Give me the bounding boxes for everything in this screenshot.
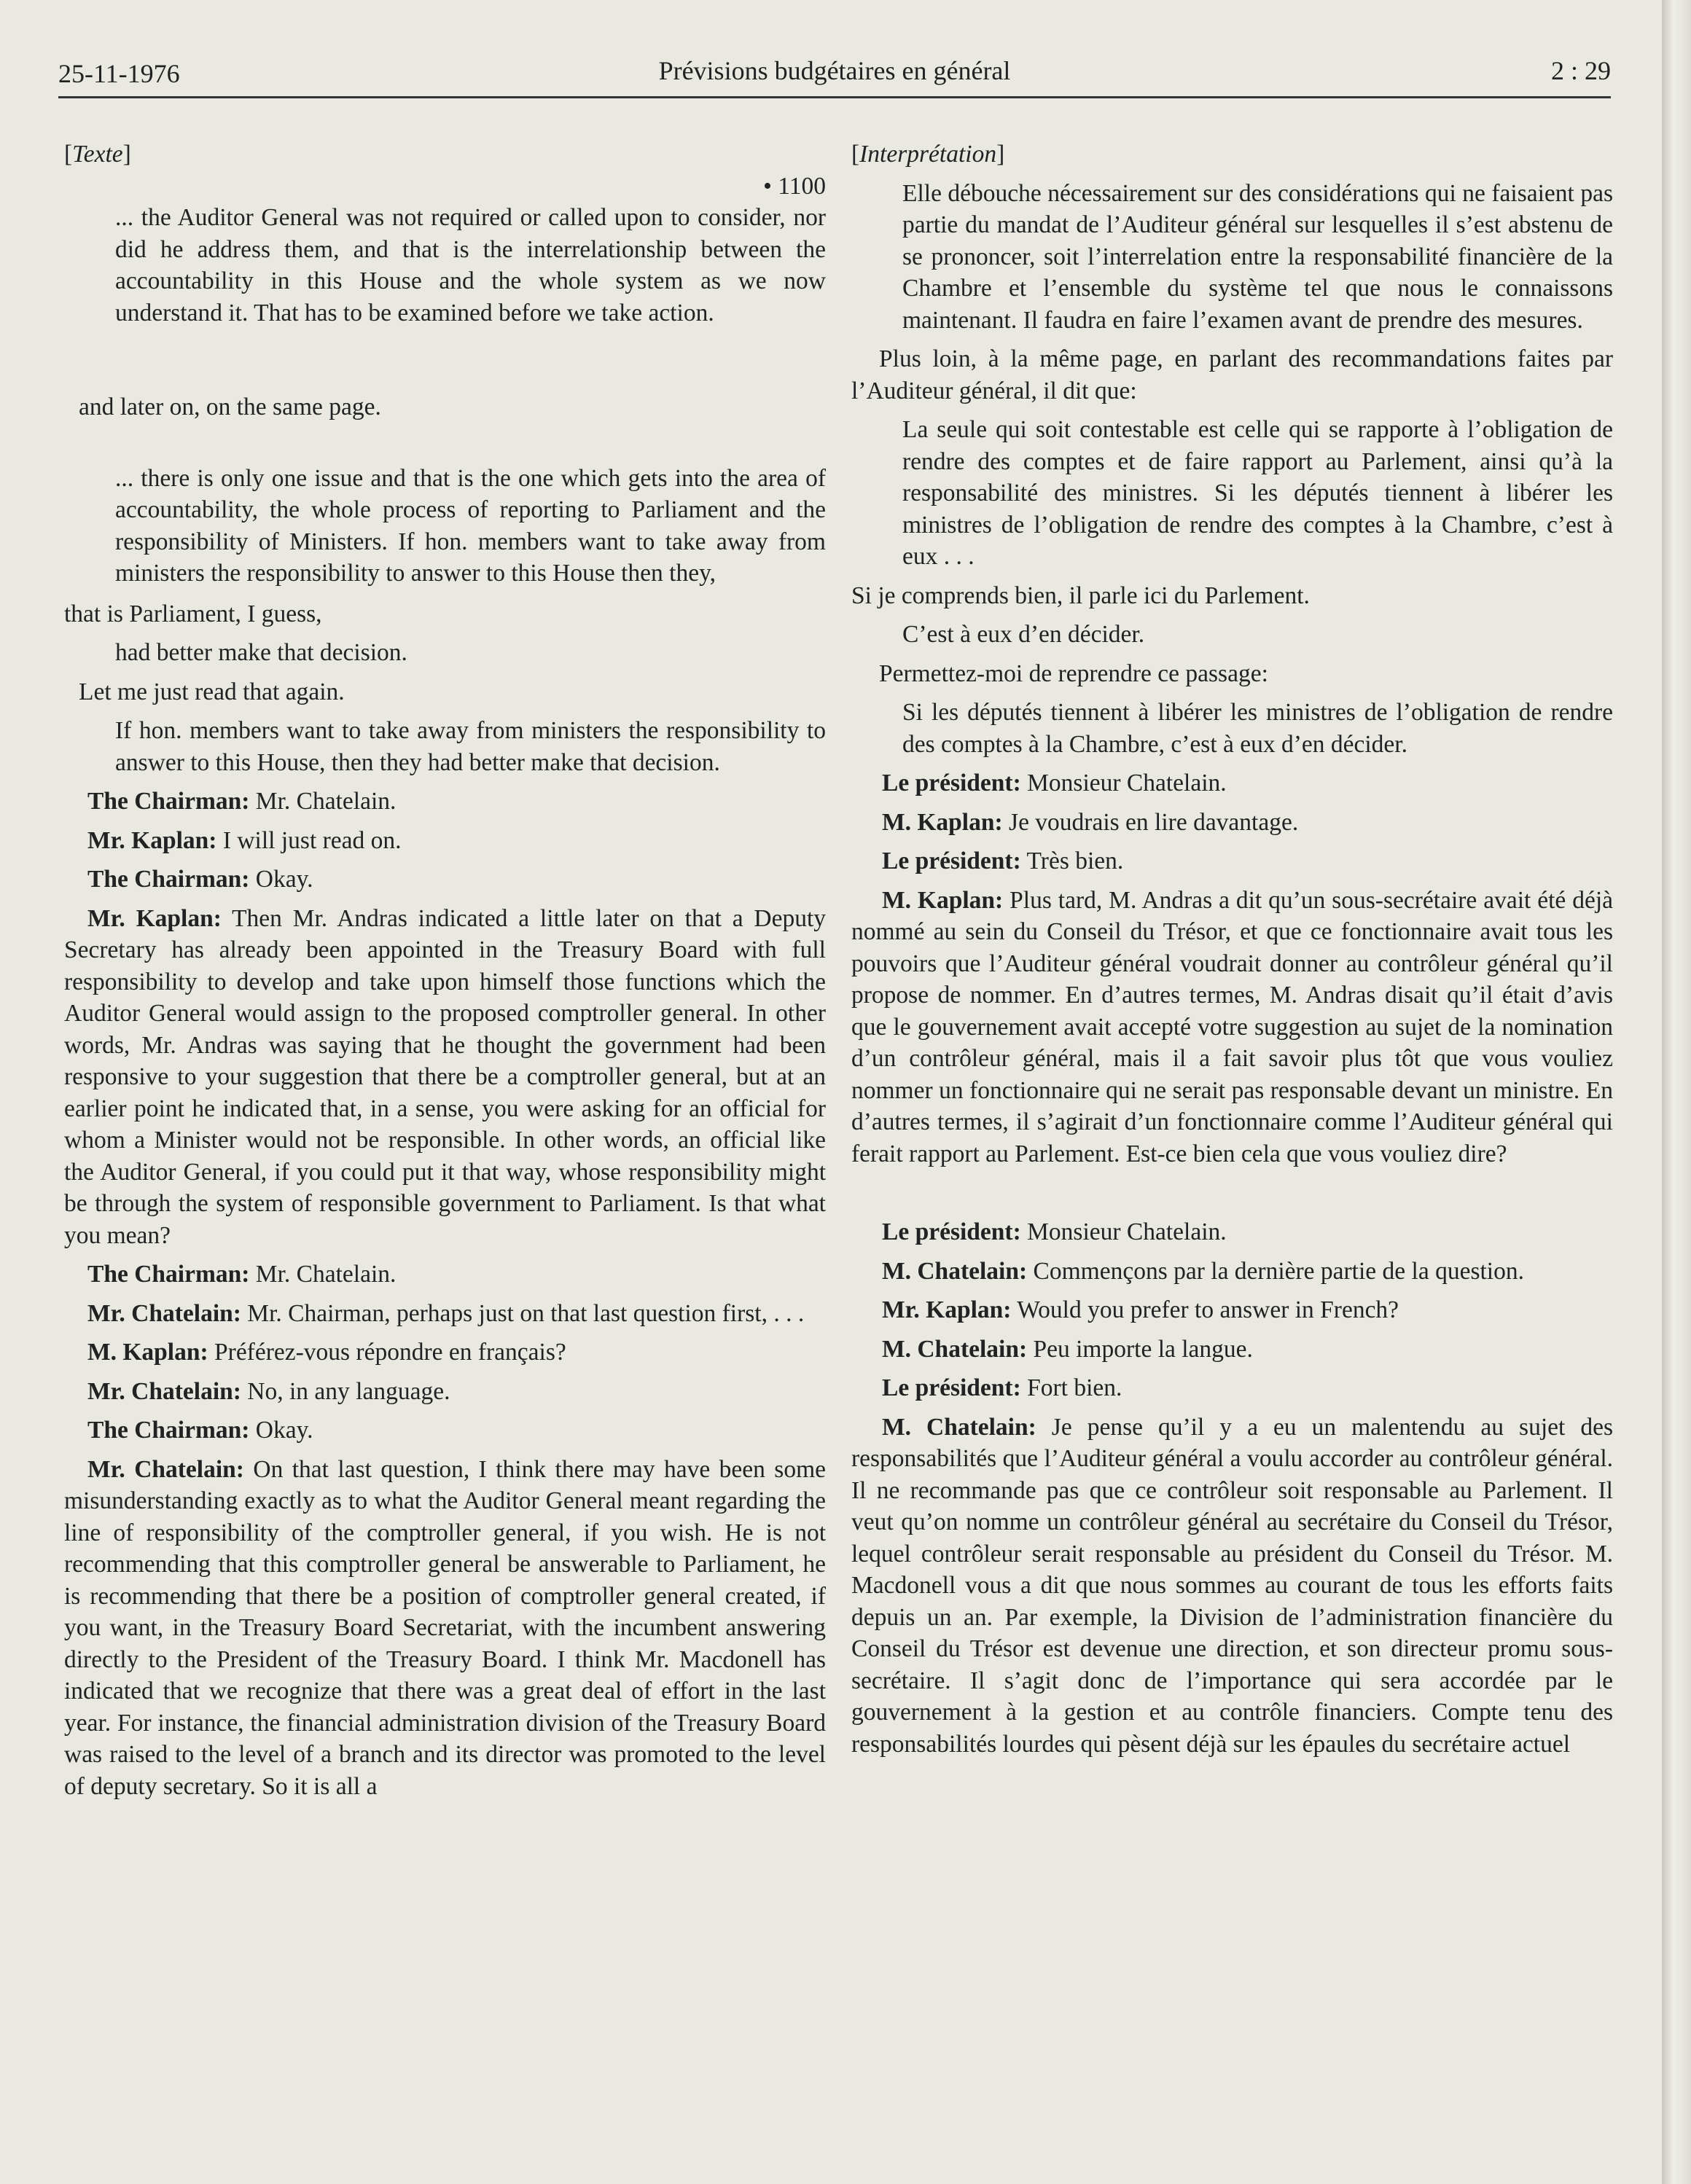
section-label-texte: [64, 138, 826, 171]
speech-text: Peu importe la langue.: [1027, 1335, 1253, 1363]
header-page-number: 2 : 29: [1550, 56, 1611, 85]
speaker-name: Le président:: [882, 1374, 1021, 1401]
column-french: [851, 138, 1613, 1760]
speech-paragraph: [851, 767, 1613, 799]
label-text: Texte: [72, 141, 123, 168]
time-marker: • 1100: [763, 172, 826, 200]
quote-paragraph: La seule qui soit contestable est celle qui se rapporte à l’obligation de rendre des comptes et de faire rapport au Parlement, ainsi qu’à la responsabilité des ministres. Si les députés tiennent à libérer les ministres de l’obligation de rendre des comptes à la Chambre, c’est à eux . . .: [902, 416, 1613, 570]
speaker-name: M. Kaplan:: [882, 808, 1003, 836]
speech-text: Would you prefer to answer in French?: [1011, 1296, 1399, 1323]
speech-text: Monsieur Chatelain.: [1020, 770, 1227, 797]
speaker-name: Mr. Kaplan:: [87, 904, 222, 932]
speaker-name: M. Kaplan:: [87, 1339, 208, 1366]
quote-paragraph: ... there is only one issue and that is the one which gets into the area of accountability, the whole process of reporting to Parliament and the responsibility of Ministers. If hon. members want to take away from ministers the responsibility to answer to this House then they,: [115, 464, 826, 587]
speech-paragraph: [851, 1216, 1613, 1248]
speech-paragraph: [851, 1294, 1613, 1326]
narration-paragraph: that is Parliament, I guess,: [64, 600, 322, 627]
column-english: [64, 138, 826, 1802]
speaker-name: Le président:: [882, 1218, 1021, 1245]
speech-paragraph: [64, 1298, 826, 1330]
narration-paragraph: and later on, on the same page.: [79, 394, 381, 420]
header-title: Prévisions budgétaires en général: [658, 56, 1011, 85]
speech-paragraph: [64, 864, 826, 896]
quote-paragraph: ... the Auditor General was not required or called upon to consider, nor did he address them, and that is the interrelationship between the accountability in this House and the whole system as we now understand it. That has to be examined before we take action.: [115, 204, 826, 326]
quote-paragraph: Elle débouche nécessairement sur des considérations qui ne faisaient pas partie du mandat de l’Auditeur général sur lesquelles il s’est abstenu de se prononcer, soit l’interrelation entre la responsabilité financière de la Chambre et l’ensemble du système tel que nous le connaissons maintenant. Il faudra en faire l’examen avant de prendre des mesures.: [902, 179, 1613, 334]
speaker-name: M. Kaplan:: [882, 886, 1004, 914]
speech-paragraph: [64, 786, 826, 818]
speaker-name: M. Chatelain:: [882, 1257, 1028, 1285]
speech-paragraph: [851, 885, 1613, 1170]
speech-paragraph: [851, 1256, 1613, 1288]
narration-paragraph: Plus loin, à la même page, en parlant des recommandations faites par l’Auditeur général, il dit que:: [851, 345, 1613, 404]
label-open-bracket: [: [64, 141, 73, 168]
quote-paragraph: C’est à eux d’en décider.: [902, 621, 1145, 648]
label-close-bracket: ]: [122, 141, 131, 168]
speaker-name: Mr. Kaplan:: [882, 1296, 1012, 1323]
quote-paragraph: Si les députés tiennent à libérer les ministres de l’obligation de rendre des comptes à la Chambre, c’est à eux d’en décider.: [902, 699, 1613, 758]
speech-text: Mr. Chatelain.: [249, 788, 397, 815]
speech-paragraph: [64, 1376, 826, 1408]
narration-paragraph: Si je comprends bien, il parle ici du Parlement.: [851, 582, 1310, 609]
speech-text: Fort bien.: [1020, 1374, 1122, 1401]
speech-paragraph: [851, 1372, 1613, 1404]
speech-text: I will just read on.: [216, 826, 402, 854]
speech-paragraph: [64, 1414, 826, 1447]
speech-text: On that last question, I think there may have been some misunderstanding exactly as to what the Auditor General meant regarding the line of responsibility of the comptroller general, if you wish. He is not recommending that this comptroller general be answerable to Parliament, he is recommending that there be a position of comptroller general created, if you want, in the Treasury Board Secretariat, with the incumbent answering directly to the President of the Treasury Board. I think Mr. Macdonell has indicated that we recognize that there was a great deal of effort in the last year. For instance, the financial administration division of the Treasury Board was raised to the level of a branch and its director was promoted to the level of deputy secretary. So it is all a: [64, 1455, 826, 1800]
speaker-name: Mr. Chatelain:: [87, 1299, 241, 1327]
speaker-name: M. Chatelain:: [882, 1335, 1028, 1363]
speaker-name: The Chairman:: [87, 1261, 250, 1288]
narration-paragraph: Let me just read that again.: [79, 678, 345, 705]
speech-paragraph: [851, 807, 1613, 839]
header-date: 25-11-1976: [58, 59, 180, 88]
speaker-name: Le président:: [882, 848, 1021, 874]
speaker-name: Le président:: [882, 770, 1021, 797]
speech-text: Then Mr. Andras indicated a little later on that a Deputy Secretary has already been appointed in the Treasury Board with full responsibility to develop and take upon himself those functions which the Auditor General would assign to the proposed comptroller general. In other words, Mr. Andras was saying that he thought the government had been responsive to your suggestion that there be a comptroller general, but at an earlier point he indicated that, in a sense, you were asking for an official for whom a Minister would not be responsible. In other words, an official like the Auditor General, if you could put it that way, whose responsibility might be through the system of responsible government to Parliament. Is that what you mean?: [64, 904, 826, 1249]
speech-text: Préférez-vous répondre en français?: [208, 1339, 566, 1366]
speech-text: Je pense qu’il y a eu un malentendu au sujet des responsabilités que l’Auditeur général a voulu accorder au contrôleur général. Il ne recommande pas que ce contrôleur soit responsable au Parlement. Il veut qu’on nomme un contrôleur général au secrétaire du Conseil du Trésor, lequel contrôleur serait responsable au président du Conseil du Trésor. M. Macdonell vous a dit que nous sommes au courant de tous les efforts faits depuis un an. Par exemple, la Division de l’administration financière du Conseil du Trésor est devenue une direction, et son directeur promu sous-secrétaire. Il s’agit donc de l’importance qui sera accordée par le gouvernement à la gestion et au contrôle financiers. Compte tenu des responsabilités lourdes qui pèsent déjà sur les épaules du secrétaire actuel: [851, 1413, 1613, 1758]
speech-text: Monsieur Chatelain.: [1020, 1218, 1227, 1245]
page-edge: [1662, 0, 1691, 2184]
speech-text: Mr. Chairman, perhaps just on that last question first, . . .: [241, 1299, 805, 1327]
speech-text: Mr. Chatelain.: [249, 1261, 397, 1288]
narration-paragraph: Permettez-moi de reprendre ce passage:: [879, 659, 1268, 687]
label-open-bracket: [: [851, 141, 860, 168]
running-header: [58, 52, 1611, 96]
speaker-name: The Chairman:: [87, 1417, 250, 1444]
speaker-name: The Chairman:: [87, 788, 250, 815]
speech-paragraph: [64, 825, 826, 857]
quote-paragraph: If hon. members want to take away from ministers the responsibility to answer to this House, then they had better make that decision.: [115, 717, 826, 776]
speech-text: Commençons par la dernière partie de la question.: [1027, 1257, 1524, 1285]
speech-paragraph: [64, 1336, 826, 1369]
speaker-name: Mr. Kaplan:: [87, 826, 217, 854]
speaker-name: Mr. Chatelain:: [87, 1377, 241, 1405]
speech-paragraph: [851, 1412, 1613, 1761]
speech-paragraph: [851, 845, 1613, 877]
speech-text: Okay.: [249, 1417, 313, 1444]
speaker-name: The Chairman:: [87, 866, 250, 893]
label-close-bracket: ]: [996, 141, 1005, 168]
speech-text: No, in any language.: [241, 1377, 450, 1405]
header-rule: [58, 96, 1611, 98]
speech-paragraph: [64, 1259, 826, 1291]
speech-paragraph: [64, 903, 826, 1252]
speech-text: Plus tard, M. Andras a dit qu’un sous-secrétaire avait été déjà nommé au sein du Conseil du Trésor, et que ce fonctionnaire avait tous les pouvoirs que l’Auditeur général voudrait donner au contrôleur général qu’il propose de nommer. En d’autres termes, M. Andras disait qu’il était d’avis que le gouvernement avait accepté votre suggestion au sujet de la nomination d’un contrôleur général, mais il a fait savoir plus tôt que vous vouliez nommer un fonctionnaire qui ne serait pas responsable devant un ministre. En d’autres termes, il s’agirait d’un fonctionnaire comme l’Auditeur général qui ferait rapport au Parlement. Est-ce bien cela que vous vouliez dire?: [851, 886, 1613, 1167]
speech-text: Je voudrais en lire davantage.: [1002, 808, 1299, 836]
quote-paragraph: had better make that decision.: [115, 639, 407, 666]
speech-text: Okay.: [249, 866, 313, 893]
section-label-interpretation: [851, 138, 1613, 171]
label-text: Interprétation: [859, 141, 997, 168]
speech-paragraph: [64, 1454, 826, 1803]
speech-text: Très bien.: [1020, 848, 1124, 874]
speaker-name: M. Chatelain:: [882, 1413, 1036, 1441]
speech-paragraph: [851, 1334, 1613, 1366]
speaker-name: Mr. Chatelain:: [87, 1455, 244, 1483]
